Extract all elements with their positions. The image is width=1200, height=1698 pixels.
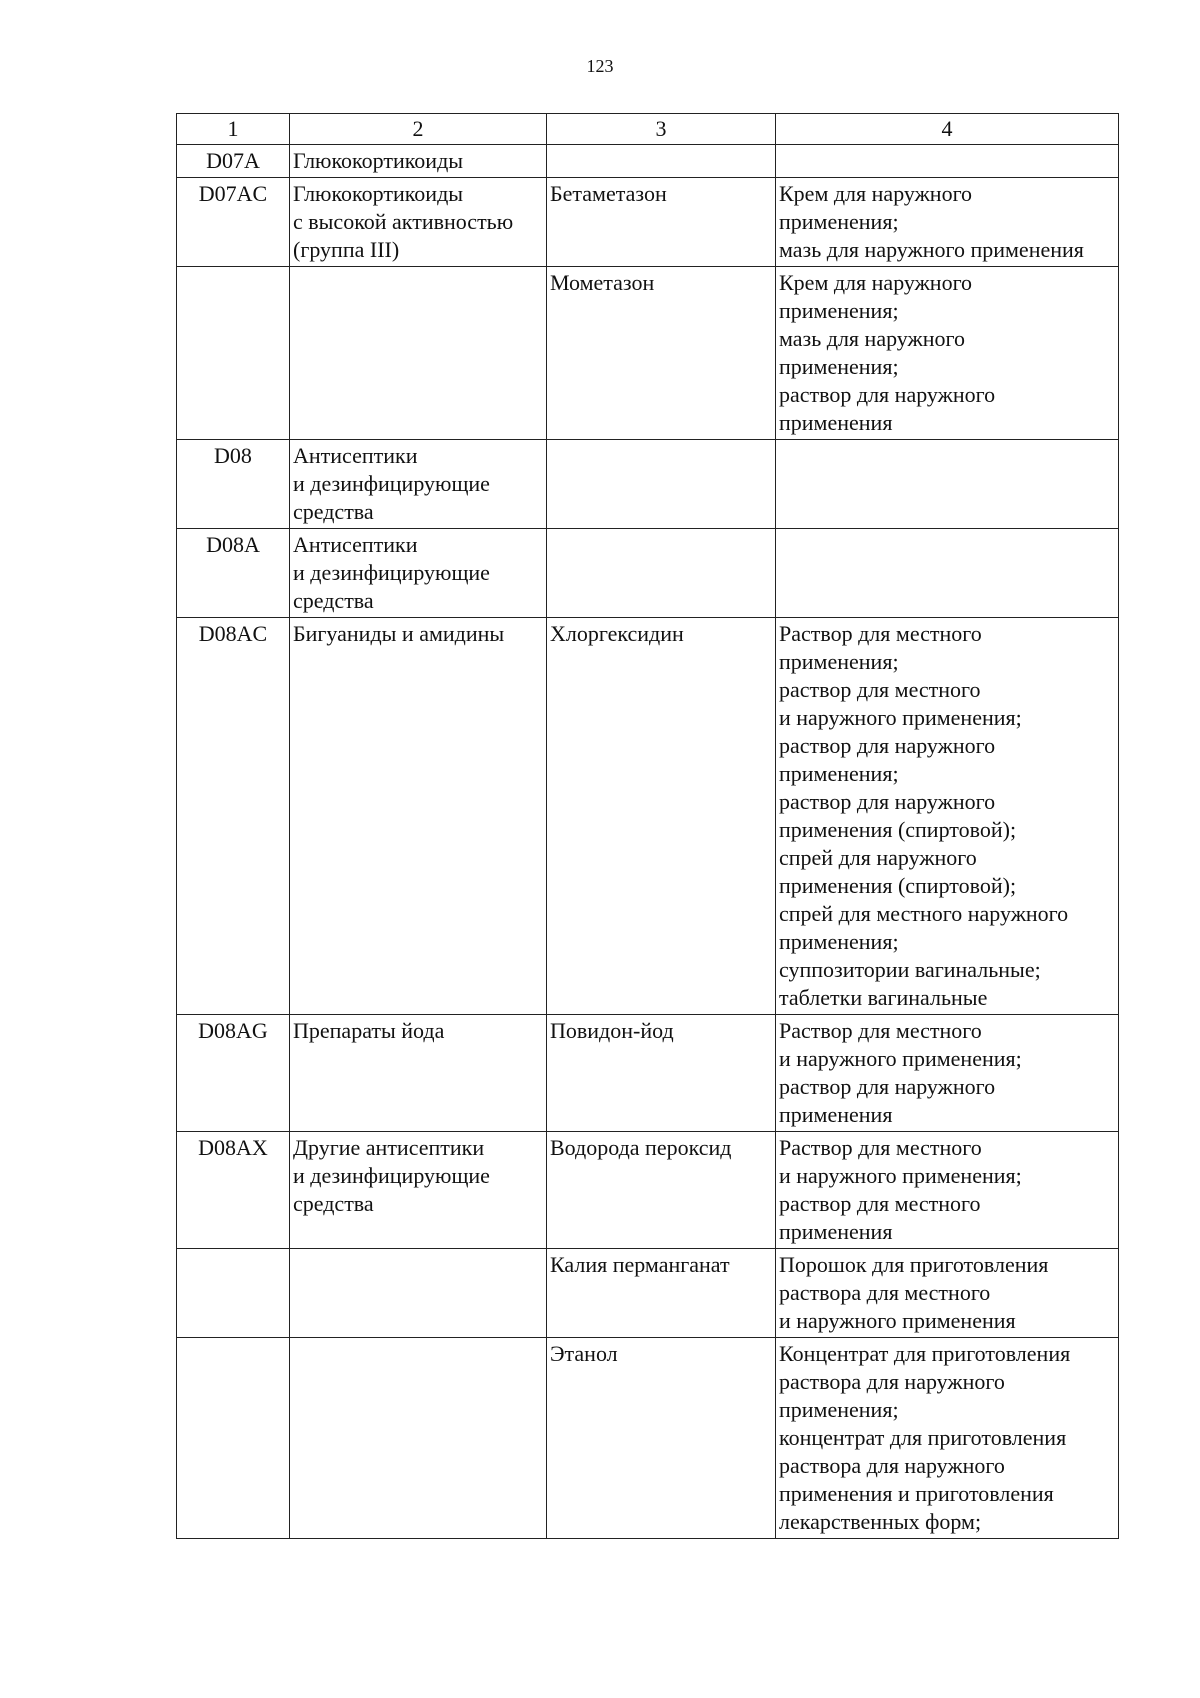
table-row	[177, 440, 1119, 529]
table-row	[177, 529, 1119, 618]
dosage-form-cell	[776, 440, 1119, 529]
group-cell: Антисептики и дезинфицирующие средства	[290, 529, 547, 618]
atc-code-cell: D08AG	[177, 1015, 290, 1132]
group-cell: Глюкокортикоиды	[290, 145, 547, 178]
table-row	[177, 178, 1119, 267]
dosage-form-cell	[776, 529, 1119, 618]
column-header: 2	[290, 114, 547, 145]
group-cell: Бигуаниды и амидины	[290, 618, 547, 1015]
group-cell: Препараты йода	[290, 1015, 547, 1132]
group-cell: Антисептики и дезинфицирующие средства	[290, 440, 547, 529]
table-row	[177, 618, 1119, 1015]
atc-code-cell	[177, 1249, 290, 1338]
dosage-form-cell: Крем для наружного применения; мазь для наружного применения	[776, 178, 1119, 267]
substance-cell: Этанол	[547, 1338, 776, 1539]
group-cell	[290, 267, 547, 440]
atc-code-cell: D08A	[177, 529, 290, 618]
substance-cell: Хлоргексидин	[547, 618, 776, 1015]
dosage-form-cell: Крем для наружного применения; мазь для наружного применения; раствор для наружного применения	[776, 267, 1119, 440]
column-header: 3	[547, 114, 776, 145]
drug-table	[176, 113, 1119, 1539]
substance-cell	[547, 440, 776, 529]
table-row	[177, 1015, 1119, 1132]
substance-cell: Бетаметазон	[547, 178, 776, 267]
atc-code-cell: D07AC	[177, 178, 290, 267]
atc-code-cell: D08	[177, 440, 290, 529]
dosage-form-cell: Раствор для местного и наружного применения; раствор для местного применения	[776, 1132, 1119, 1249]
atc-code-cell: D08AC	[177, 618, 290, 1015]
substance-cell: Мометазон	[547, 267, 776, 440]
dosage-form-cell: Раствор для местного применения; раствор для местного и наружного применения; раствор для наружного применения; раствор для наружного применения (спиртовой); спрей для наружного применения (спиртовой); спрей для местного наружного применения; суппозитории вагинальные; таблетки вагинальные	[776, 618, 1119, 1015]
table-row	[177, 145, 1119, 178]
substance-cell: Повидон-йод	[547, 1015, 776, 1132]
group-cell: Другие антисептики и дезинфицирующие средства	[290, 1132, 547, 1249]
page-number: 123	[586, 56, 614, 76]
group-cell: Глюкокортикоиды с высокой активностью (группа III)	[290, 178, 547, 267]
atc-code-cell: D07A	[177, 145, 290, 178]
substance-cell: Калия перманганат	[547, 1249, 776, 1338]
group-cell	[290, 1249, 547, 1338]
table-row	[177, 1132, 1119, 1249]
column-header: 4	[776, 114, 1119, 145]
substance-cell	[547, 529, 776, 618]
dosage-form-cell: Раствор для местного и наружного применения; раствор для наружного применения	[776, 1015, 1119, 1132]
atc-code-cell: D08AX	[177, 1132, 290, 1249]
table-header-row	[177, 114, 1119, 145]
table-row	[177, 267, 1119, 440]
column-header: 1	[177, 114, 290, 145]
substance-cell: Водорода пероксид	[547, 1132, 776, 1249]
atc-code-cell	[177, 267, 290, 440]
dosage-form-cell	[776, 145, 1119, 178]
substance-cell	[547, 145, 776, 178]
atc-code-cell	[177, 1338, 290, 1539]
table-row	[177, 1249, 1119, 1338]
table-row	[177, 1338, 1119, 1539]
group-cell	[290, 1338, 547, 1539]
dosage-form-cell: Концентрат для приготовления раствора для наружного применения; концентрат для приготовления раствора для наружного применения и приготовления лекарственных форм;	[776, 1338, 1119, 1539]
dosage-form-cell: Порошок для приготовления раствора для местного и наружного применения	[776, 1249, 1119, 1338]
